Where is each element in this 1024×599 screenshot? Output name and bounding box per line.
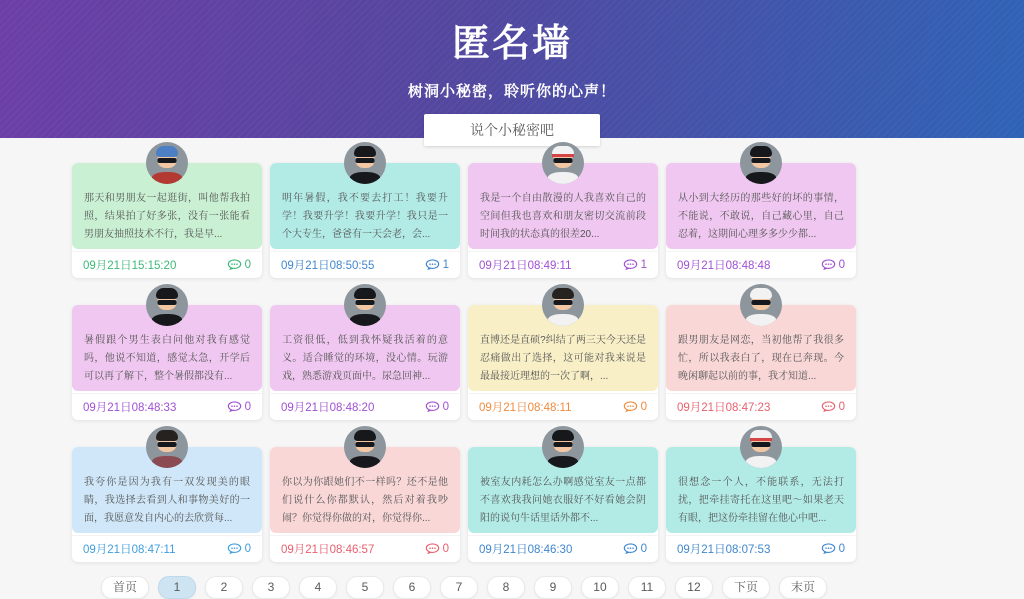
page-pill-首页[interactable]: 首页 — [101, 576, 149, 599]
card-footer — [666, 393, 856, 420]
secret-card[interactable] — [72, 305, 262, 420]
sunglasses-icon — [752, 300, 771, 305]
user-avatar-icon — [542, 426, 584, 468]
comment-count-value: 0 — [442, 543, 449, 555]
message-text: 明年暑假，我不要去打工！我要升学！我要升学！我要升学！我只是一个大专生，爸爸有一天会老，会... — [282, 193, 448, 240]
secret-card[interactable] — [72, 447, 262, 562]
secret-card[interactable] — [270, 163, 460, 278]
comment-bubble-icon — [425, 259, 440, 271]
comment-count-value: 0 — [244, 543, 251, 555]
secret-card[interactable] — [468, 305, 658, 420]
post-secret-button[interactable]: 说个小秘密吧 — [424, 114, 600, 146]
page-pill-6[interactable]: 6 — [393, 576, 431, 599]
timestamp: 09月21日08:46:57 — [281, 544, 375, 556]
page-pill-8[interactable]: 8 — [487, 576, 525, 599]
secret-card[interactable] — [468, 447, 658, 562]
user-avatar-icon — [542, 142, 584, 184]
sunglasses-icon — [158, 158, 177, 163]
user-avatar-icon — [740, 142, 782, 184]
comment-count[interactable] — [623, 259, 647, 271]
page-pill-12[interactable]: 12 — [675, 576, 713, 599]
comment-count-value: 1 — [442, 259, 449, 271]
timestamp: 09月21日08:07:53 — [677, 544, 771, 556]
timestamp: 09月21日08:50:55 — [281, 260, 375, 272]
secret-card[interactable] — [468, 163, 658, 278]
card-footer — [666, 535, 856, 562]
comment-bubble-icon — [623, 543, 638, 555]
user-avatar-icon — [146, 284, 188, 326]
header — [0, 0, 1024, 138]
secret-card[interactable] — [72, 163, 262, 278]
sunglasses-icon — [752, 442, 771, 447]
comment-count-value: 0 — [838, 543, 845, 555]
comment-bubble-icon — [227, 401, 242, 413]
comment-count[interactable] — [821, 543, 845, 555]
card-footer — [468, 393, 658, 420]
message-text: 我是一个自由散漫的人我喜欢自己的空间但我也喜欢和朋友密切交流前段时间我的状态真的很差20... — [480, 193, 646, 240]
comment-count[interactable] — [821, 259, 845, 271]
card-footer — [666, 251, 856, 278]
page-subtitle: 树洞小秘密，聆听你的心声！ — [407, 83, 616, 100]
user-avatar-icon — [344, 284, 386, 326]
comment-count[interactable] — [623, 401, 647, 413]
comment-count[interactable] — [227, 543, 251, 555]
page-pill-10[interactable]: 10 — [581, 576, 619, 599]
timestamp: 09月21日08:48:48 — [677, 260, 771, 272]
card-footer — [72, 535, 262, 562]
page-pill-末页[interactable]: 末页 — [779, 576, 827, 599]
comment-count-value: 0 — [640, 543, 647, 555]
comment-count-value: 0 — [244, 401, 251, 413]
sunglasses-icon — [554, 442, 573, 447]
comment-count[interactable] — [821, 401, 845, 413]
message-text: 被室友内耗怎么办啊感觉室友一点都不喜欢我我问她衣服好不好看她会阴阳的说句牛话里话外都不... — [480, 477, 646, 524]
comment-bubble-icon — [425, 543, 440, 555]
timestamp: 09月21日08:49:11 — [479, 260, 572, 272]
comment-bubble-icon — [623, 401, 638, 413]
page-pill-2[interactable]: 2 — [205, 576, 243, 599]
comment-count[interactable] — [425, 401, 449, 413]
sunglasses-icon — [752, 158, 771, 163]
user-avatar-icon — [344, 426, 386, 468]
cards-grid — [72, 163, 856, 562]
secret-card[interactable] — [270, 305, 460, 420]
page-pill-3[interactable]: 3 — [252, 576, 290, 599]
message-text: 很想念一个人，不能联系，无法打扰，把牵挂寄托在这里吧～如果老天有眼，把这份牵挂留在他心中吧... — [678, 477, 844, 524]
comment-bubble-icon — [227, 259, 242, 271]
card-footer — [468, 535, 658, 562]
comment-count[interactable] — [227, 259, 251, 271]
user-avatar-icon — [146, 426, 188, 468]
comment-count[interactable] — [425, 543, 449, 555]
card-footer — [468, 251, 658, 278]
sunglasses-icon — [554, 300, 573, 305]
page-pill-1[interactable]: 1 — [158, 576, 196, 599]
sunglasses-icon — [356, 300, 375, 305]
page-pill-5[interactable]: 5 — [346, 576, 384, 599]
sunglasses-icon — [356, 158, 375, 163]
comment-count[interactable] — [623, 543, 647, 555]
comment-count[interactable] — [227, 401, 251, 413]
page-pill-4[interactable]: 4 — [299, 576, 337, 599]
timestamp: 09月21日08:47:23 — [677, 402, 771, 414]
page-pill-7[interactable]: 7 — [440, 576, 478, 599]
message-text: 暑假跟个男生表白问他对我有感觉吗，他说不知道，感觉太急，开学后可以再了解下，整个暑假都没有... — [84, 335, 250, 382]
timestamp: 09月21日08:48:20 — [281, 402, 375, 414]
comment-bubble-icon — [821, 259, 836, 271]
page-pill-下页[interactable]: 下页 — [722, 576, 770, 599]
user-avatar-icon — [146, 142, 188, 184]
comment-count-value: 0 — [640, 401, 647, 413]
comment-count-value: 0 — [244, 259, 251, 271]
comment-count-value: 0 — [838, 259, 845, 271]
timestamp: 09月21日08:46:30 — [479, 544, 573, 556]
message-text: 直博还是直硕?纠结了两三天今天还是忍痛做出了选择，这可能对我来说是最最接近理想的一次了啊，... — [480, 335, 646, 382]
secret-card[interactable] — [666, 163, 856, 278]
timestamp: 09月21日08:48:33 — [83, 402, 177, 414]
comment-bubble-icon — [821, 543, 836, 555]
user-avatar-icon — [542, 284, 584, 326]
comment-bubble-icon — [227, 543, 242, 555]
sunglasses-icon — [158, 300, 177, 305]
page-pill-11[interactable]: 11 — [628, 576, 666, 599]
message-text: 我夸你是因为我有一双发现美的眼睛，我选择去看到人和事物美好的一面，我愿意发自内心的去欣赏每... — [84, 477, 250, 524]
user-avatar-icon — [740, 284, 782, 326]
message-text: 工资很低，低到我怀疑我活着的意义。适合睡觉的环境，没心情。玩游戏，熟悉游戏页面中。尿急回神... — [282, 335, 448, 382]
secret-card[interactable] — [666, 447, 856, 562]
message-text: 跟男朋友是网恋，当初他帮了我很多忙，所以我表白了，现在已奔现。今晚闲聊起以前的事，我才知道... — [678, 335, 844, 382]
sunglasses-icon — [356, 442, 375, 447]
comment-bubble-icon — [425, 401, 440, 413]
sunglasses-icon — [158, 442, 177, 447]
comment-bubble-icon — [623, 259, 638, 271]
card-footer — [72, 251, 262, 278]
user-avatar-icon — [740, 426, 782, 468]
card-footer — [72, 393, 262, 420]
message-text: 那天和男朋友一起逛街，叫他帮我拍照，结果拍了好多张，没有一张能看男朋友抽照技术不行，我是早... — [84, 193, 250, 240]
page-pill-9[interactable]: 9 — [534, 576, 572, 599]
card-footer — [270, 535, 460, 562]
card-footer — [270, 393, 460, 420]
message-text: 你以为你跟她们不一样吗？还不是他们说什么你都默认，然后对着我吵闹？你觉得你做的对，你觉得你... — [282, 477, 448, 524]
comment-count-value: 0 — [442, 401, 449, 413]
sunglasses-icon — [554, 158, 573, 163]
timestamp: 09月21日15:15:20 — [83, 260, 177, 272]
secret-card[interactable] — [666, 305, 856, 420]
comment-count-value: 0 — [838, 401, 845, 413]
timestamp: 09月21日08:47:11 — [83, 544, 176, 556]
card-footer — [270, 251, 460, 278]
user-avatar-icon — [344, 142, 386, 184]
secret-card[interactable] — [270, 447, 460, 562]
comment-count-value: 1 — [640, 259, 647, 271]
comment-count[interactable] — [425, 259, 449, 271]
message-text: 从小到大经历的那些好的坏的事情，不能说，不敢说，自己藏心里，自己忍着，这期间心理多多少少都... — [678, 193, 844, 240]
page-title: 匿名墙 — [451, 23, 572, 65]
timestamp: 09月21日08:48:11 — [479, 402, 572, 414]
comment-bubble-icon — [821, 401, 836, 413]
